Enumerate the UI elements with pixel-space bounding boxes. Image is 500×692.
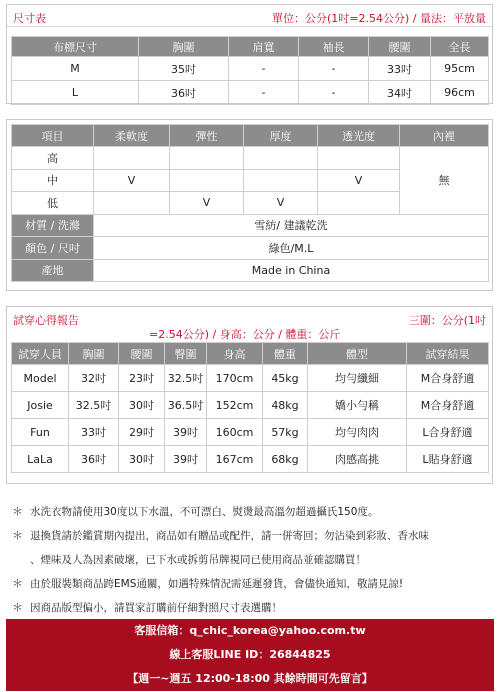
table-row	[12, 446, 489, 473]
fitting-report-unit-note-line2: =2.54公分) / 身高：公分 / 體重：公斤	[149, 328, 341, 341]
size-chart-col-header: 布標尺寸	[12, 37, 139, 57]
fitting-col-header: 試穿結果	[407, 343, 489, 365]
properties-col-header: 內裡	[400, 125, 489, 147]
table-cell: 68kg	[263, 446, 308, 473]
fitting-header-row	[12, 343, 489, 365]
table-row	[12, 392, 489, 419]
table-cell: 39吋	[165, 446, 207, 473]
properties-col-header: 厚度	[244, 125, 318, 147]
table-cell	[170, 147, 244, 170]
table-cell: 32.5吋	[69, 392, 119, 419]
size-chart-col-header: 肩寬	[229, 37, 299, 57]
asterisk-icon: ＊	[12, 577, 23, 590]
table-cell: 45kg	[263, 365, 308, 392]
table-cell: V	[170, 192, 244, 215]
table-cell: 36吋	[139, 81, 229, 105]
table-cell: 35吋	[139, 57, 229, 81]
table-cell	[170, 169, 244, 192]
level-label: 低	[12, 192, 94, 215]
properties-col-header: 柔軟度	[94, 125, 170, 147]
table-cell: 167cm	[207, 446, 263, 473]
properties-col-header: 項目	[12, 125, 94, 147]
table-cell: M合身舒適	[407, 365, 489, 392]
asterisk-icon: ＊	[12, 505, 23, 518]
note-item	[12, 500, 492, 524]
size-chart-col-header: 腰圍	[369, 37, 431, 57]
table-cell: 170cm	[207, 365, 263, 392]
fitting-report-title: 試穿心得報告	[13, 314, 79, 327]
table-row	[12, 214, 489, 237]
size-chart-header-row	[12, 37, 489, 57]
size-chart-title: 尺寸表	[13, 12, 46, 25]
table-cell: -	[299, 81, 369, 105]
table-cell	[94, 147, 170, 170]
table-cell: 30吋	[119, 392, 165, 419]
notes-list	[12, 500, 492, 620]
level-label: 中	[12, 169, 94, 192]
table-row	[12, 365, 489, 392]
table-cell: 160cm	[207, 419, 263, 446]
table-cell	[318, 192, 400, 215]
table-cell: 32.5吋	[165, 365, 207, 392]
table-cell: V	[318, 169, 400, 192]
table-cell: 39吋	[165, 419, 207, 446]
fitting-col-header: 試穿人員	[12, 343, 69, 365]
note-text: 由於服裝類商品跨EMS通關，如遇特殊情況需延遲發貨，會儘快通知，敬請見諒!	[30, 578, 404, 590]
properties-header-row	[12, 125, 489, 147]
table-cell: L合身舒適	[407, 419, 489, 446]
fitting-report-header	[7, 307, 492, 341]
asterisk-icon: ＊	[12, 601, 23, 614]
table-cell	[244, 147, 318, 170]
table-cell	[244, 169, 318, 192]
fabric-properties-table	[11, 124, 489, 282]
note-item	[12, 596, 492, 620]
customer-service-footer	[6, 619, 494, 691]
size-chart-panel	[6, 4, 493, 104]
level-label: 高	[12, 147, 94, 170]
table-cell: 57kg	[263, 419, 308, 446]
table-cell: 30吋	[119, 446, 165, 473]
note-text: 退換貨請於鑑賞期內提出，商品如有贈品或配件，請一併寄回；勿沾染到彩妝、香水味	[30, 530, 429, 542]
table-cell: V	[244, 192, 318, 215]
table-row	[12, 81, 489, 105]
table-cell: V	[94, 169, 170, 192]
size-chart-col-header: 全長	[431, 37, 489, 57]
table-cell: 96cm	[431, 81, 489, 105]
origin-value: Made in China	[94, 259, 489, 282]
fitting-col-header: 胸圍	[69, 343, 119, 365]
table-row	[12, 259, 489, 282]
color-size-value: 綠色/M.L	[94, 237, 489, 260]
properties-col-header: 透光度	[318, 125, 400, 147]
lining-value: 無	[400, 147, 489, 215]
table-cell: 均勻肉肉	[308, 419, 407, 446]
note-item	[12, 548, 492, 572]
table-cell: Josie	[12, 392, 69, 419]
note-text: 水洗衣物請使用30度以下水溫，不可漂白、熨燙最高溫勿超過攝氏150度。	[30, 506, 379, 518]
table-row	[12, 237, 489, 260]
table-cell: 48kg	[263, 392, 308, 419]
table-cell: 152cm	[207, 392, 263, 419]
note-text: 因商品版型偏小，請買家訂購前仔細對照尺寸表選購！	[30, 602, 282, 614]
table-cell	[94, 192, 170, 215]
note-item	[12, 524, 492, 548]
fitting-col-header: 身高	[207, 343, 263, 365]
table-cell	[318, 147, 400, 170]
table-row	[12, 57, 489, 81]
fitting-report-panel	[6, 306, 493, 484]
table-cell: M合身舒適	[407, 392, 489, 419]
asterisk-icon: ＊	[12, 529, 23, 542]
table-cell: 23吋	[119, 365, 165, 392]
table-row	[12, 419, 489, 446]
table-cell: 32吋	[69, 365, 119, 392]
table-cell: 34吋	[369, 81, 431, 105]
table-cell: 36.5吋	[165, 392, 207, 419]
table-cell: L貼身舒適	[407, 446, 489, 473]
table-cell: 肉感高挑	[308, 446, 407, 473]
size-chart-table	[11, 36, 489, 105]
fitting-col-header: 體重	[263, 343, 308, 365]
table-cell: 33吋	[69, 419, 119, 446]
fitting-col-header: 體型	[308, 343, 407, 365]
customer-service-email[interactable]: 客服信箱：q_chic_korea@yahoo.com.tw	[134, 624, 366, 637]
origin-label: 產地	[12, 259, 94, 282]
table-row	[12, 147, 489, 170]
fitting-report-table	[11, 342, 489, 473]
table-cell: 95cm	[431, 57, 489, 81]
fitting-col-header: 臀圍	[165, 343, 207, 365]
table-cell: LaLa	[12, 446, 69, 473]
size-chart-col-header: 袖長	[299, 37, 369, 57]
service-hours: 【週一~週五 12:00-18:00 其餘時間可先留言】	[127, 672, 373, 685]
table-cell: 29吋	[119, 419, 165, 446]
note-text: 、煙味及人為因素破壞，已下水或拆剪吊牌視同已使用商品並確認購買！	[30, 554, 366, 566]
table-cell: L	[12, 81, 139, 105]
color-size-label: 顏色 / 尺吋	[12, 237, 94, 260]
material-label: 材質 / 洗滌	[12, 214, 94, 237]
table-cell: -	[229, 57, 299, 81]
size-chart-col-header: 胸圍	[139, 37, 229, 57]
customer-service-line-id: 線上客服LINE ID：26844825	[169, 648, 331, 661]
fabric-properties-panel	[6, 119, 493, 291]
size-chart-unit-note: 單位：公分(1吋=2.54公分) / 量法：平放量	[272, 12, 486, 25]
properties-col-header: 彈性	[170, 125, 244, 147]
note-item	[12, 572, 492, 596]
fitting-report-unit-note: 三圍：公分(1吋	[408, 314, 486, 327]
table-cell: 嬌小勻稱	[308, 392, 407, 419]
table-cell: Model	[12, 365, 69, 392]
size-chart-header	[7, 5, 492, 27]
table-cell: -	[229, 81, 299, 105]
table-cell: 33吋	[369, 57, 431, 81]
material-value: 雪紡/ 建議乾洗	[94, 214, 489, 237]
table-cell: Fun	[12, 419, 69, 446]
fitting-col-header: 腰圍	[119, 343, 165, 365]
table-cell: 均勻纖細	[308, 365, 407, 392]
table-cell: M	[12, 57, 139, 81]
table-cell: 36吋	[69, 446, 119, 473]
table-cell: -	[299, 57, 369, 81]
